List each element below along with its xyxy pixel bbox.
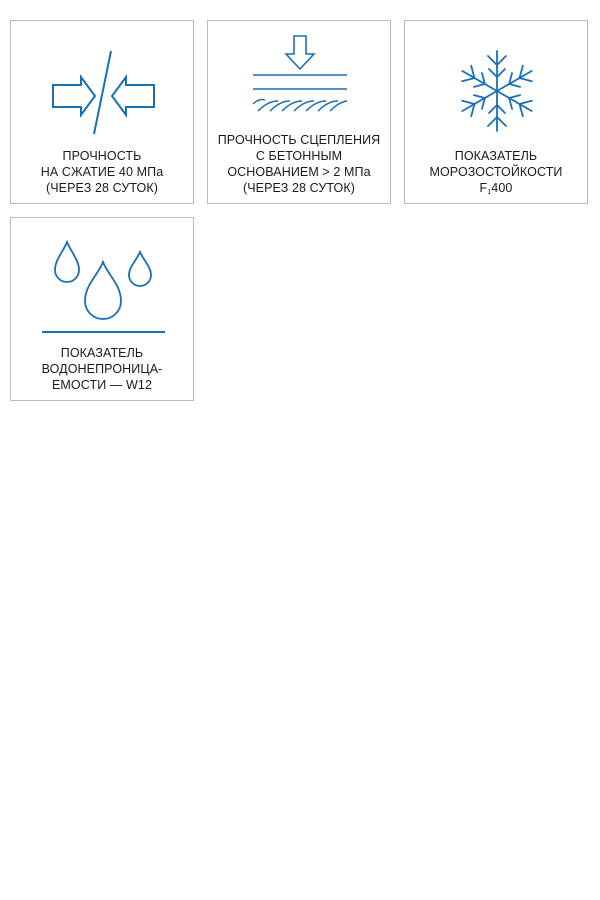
frost-value: 400 xyxy=(491,181,513,195)
card-label-line: ПРОЧНОСТЬ xyxy=(62,149,142,163)
card-label-line: МОРОЗОСТОЙКОСТИ xyxy=(429,165,563,179)
feature-card-frost xyxy=(404,20,588,204)
card-label-line: ПОКАЗАТЕЛЬ xyxy=(60,346,144,360)
water-drops-icon xyxy=(11,218,195,338)
card-label-line: НА СЖАТИЕ 40 МПа xyxy=(40,165,164,179)
card-label-line: (ЧЕРЕЗ 28 СУТОК) xyxy=(45,181,159,195)
frost-grade xyxy=(407,180,585,201)
frost-index: 1 xyxy=(487,189,492,196)
card-label-line: ВОДОНЕПРОНИЦА- xyxy=(41,362,163,376)
card-label-line: ЕМОСТИ — W12 xyxy=(51,378,153,392)
snowflake-icon xyxy=(405,21,589,141)
adhesion-press-icon xyxy=(208,21,392,141)
feature-card-water xyxy=(10,217,194,401)
card-label-line: ПРОЧНОСТЬ СЦЕПЛЕНИЯ xyxy=(217,133,381,147)
card-label-line: ОСНОВАНИЕМ > 2 МПа xyxy=(227,165,371,179)
frost-prefix: F xyxy=(479,181,488,195)
card-label-line: ПОКАЗАТЕЛЬ xyxy=(454,149,538,163)
feature-card-compression xyxy=(10,20,194,204)
feature-card-adhesion xyxy=(207,20,391,204)
card-label-line: С БЕТОННЫМ xyxy=(255,149,343,163)
card-label-line: (ЧЕРЕЗ 28 СУТОК) xyxy=(242,181,356,195)
compression-arrows-icon xyxy=(11,21,195,141)
